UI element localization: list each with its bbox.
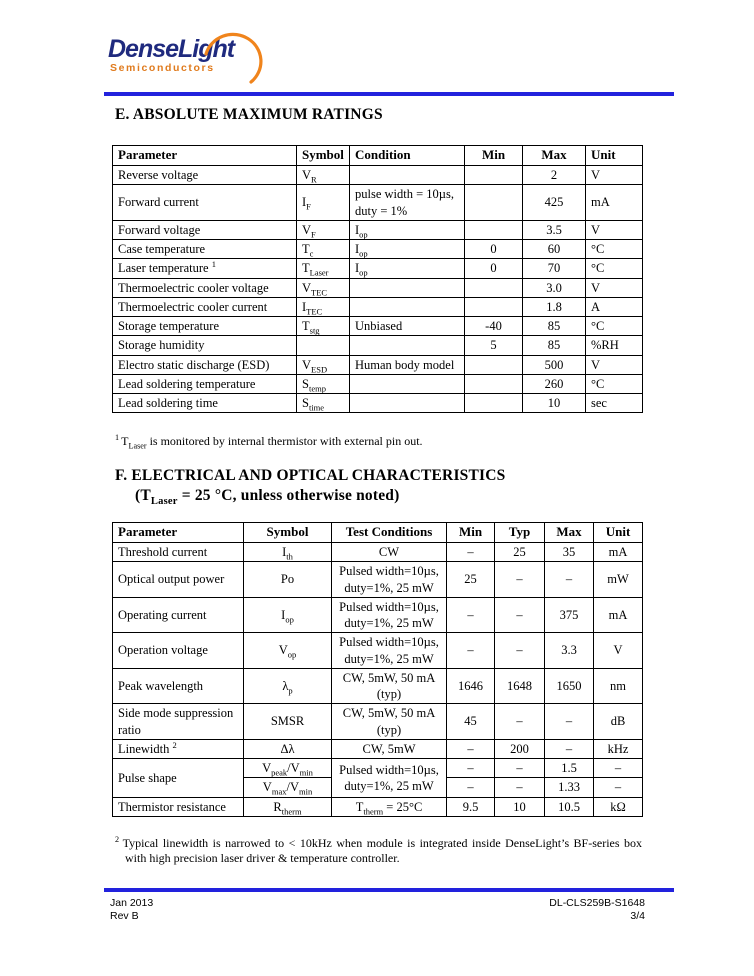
- table-row: [113, 562, 643, 598]
- table-cell: kHz: [594, 739, 643, 758]
- table-cell: Reverse voltage: [113, 166, 297, 185]
- table-cell: Δλ: [244, 739, 332, 758]
- table-cell: $V_{ESD}$: [297, 355, 350, 374]
- table-cell: $I_{TEC}$: [297, 297, 350, 316]
- table-cell: [350, 336, 465, 355]
- table-cell: mA: [594, 597, 643, 633]
- section-f-title: [115, 466, 506, 506]
- table-cell: –: [545, 562, 594, 598]
- table-cell: [465, 166, 523, 185]
- table-cell: 1650: [545, 668, 594, 704]
- table-cell: CW: [332, 543, 447, 562]
- table-cell: 425: [523, 185, 586, 221]
- table-cell: 10: [523, 394, 586, 413]
- absolute-maximum-ratings-table: [112, 145, 643, 413]
- table-cell: [350, 297, 465, 316]
- column-header: Symbol: [244, 523, 332, 543]
- table-cell: %RH: [586, 336, 643, 355]
- table-cell: –: [447, 739, 495, 758]
- table-cell: Peak wavelength: [113, 668, 244, 704]
- table-cell: 1.33: [545, 778, 594, 797]
- table-cell: Po: [244, 562, 332, 598]
- table-cell: [465, 297, 523, 316]
- section-f-title-line: F. ELECTRICAL AND OPTICAL CHARACTERISTICS: [115, 467, 506, 484]
- table-row: [113, 336, 643, 355]
- table-cell: [465, 185, 523, 221]
- table-cell: V: [586, 355, 643, 374]
- table-cell: Optical output power: [113, 562, 244, 598]
- header-rule: [104, 92, 674, 96]
- column-header: Unit: [586, 146, 643, 166]
- table-cell: Pulse shape: [113, 759, 244, 798]
- table-cell: CW, 5mW, 50 mA (typ): [332, 668, 447, 704]
- table-cell: V: [586, 220, 643, 239]
- table-cell: Storage temperature: [113, 317, 297, 336]
- table-cell: 35: [545, 543, 594, 562]
- table-row: [113, 220, 643, 239]
- table-cell: 10.5: [545, 797, 594, 816]
- table-cell: mA: [586, 185, 643, 221]
- table-cell: –: [545, 704, 594, 740]
- table-cell: –: [447, 597, 495, 633]
- table-cell: [350, 166, 465, 185]
- table-cell: $I_{op}$: [350, 240, 465, 259]
- table-cell: [465, 355, 523, 374]
- table-row: [113, 240, 643, 259]
- table-cell: 375: [545, 597, 594, 633]
- table-cell: Storage humidity: [113, 336, 297, 355]
- table-cell: $T_{stg}$: [297, 317, 350, 336]
- table-cell: –: [594, 778, 643, 797]
- table-cell: V: [586, 166, 643, 185]
- table-cell: Threshold current: [113, 543, 244, 562]
- table-cell: $I_{op}$: [350, 259, 465, 278]
- table-cell: Thermoelectric cooler voltage: [113, 278, 297, 297]
- table-cell: Linewidth $^2$: [113, 739, 244, 758]
- table-cell: Lead soldering time: [113, 394, 297, 413]
- table-cell: 9.5: [447, 797, 495, 816]
- table-cell: V: [594, 633, 643, 669]
- table-cell: –: [447, 759, 495, 778]
- table-cell: $V_{peak}/V_{min}$: [244, 759, 332, 778]
- table-cell: Electro static discharge (ESD): [113, 355, 297, 374]
- table-cell: 1.5: [545, 759, 594, 778]
- header-row: [113, 146, 643, 166]
- table-cell: –: [495, 633, 545, 669]
- table-cell: Side mode suppression ratio: [113, 704, 244, 740]
- table-cell: –: [495, 597, 545, 633]
- table-cell: °C: [586, 259, 643, 278]
- table-cell: $I_{op}$: [350, 220, 465, 239]
- table-cell: 3.3: [545, 633, 594, 669]
- table-cell: $\lambda_p$: [244, 668, 332, 704]
- table-cell: Pulsed width=10µs, duty=1%, 25 mW: [332, 759, 447, 798]
- table-cell: 260: [523, 374, 586, 393]
- table-cell: $V_F$: [297, 220, 350, 239]
- table-cell: –: [447, 778, 495, 797]
- table-cell: –: [594, 759, 643, 778]
- column-header: Max: [545, 523, 594, 543]
- table-cell: sec: [586, 394, 643, 413]
- column-header: Condition: [350, 146, 465, 166]
- table-cell: °C: [586, 317, 643, 336]
- table-cell: Human body model: [350, 355, 465, 374]
- table-row: [113, 704, 643, 740]
- footer-revision: Rev B: [110, 910, 139, 922]
- column-header: Min: [447, 523, 495, 543]
- table-row: [113, 597, 643, 633]
- table-cell: 2: [523, 166, 586, 185]
- table-row: [113, 374, 643, 393]
- table-cell: –: [545, 739, 594, 758]
- table-cell: $T_{therm} = 25^\circ C$: [332, 797, 447, 816]
- header-row: [113, 523, 643, 543]
- brand-tagline: Semiconductors: [110, 62, 215, 74]
- footer-date: Jan 2013: [110, 897, 154, 909]
- table-row: [113, 739, 643, 758]
- table-cell: V: [586, 278, 643, 297]
- table-row: [113, 317, 643, 336]
- table-cell: 60: [523, 240, 586, 259]
- table-cell: $I_{op}$: [244, 597, 332, 633]
- footer-doc-number: DL-CLS259B-S1648: [549, 897, 645, 909]
- table-row: [113, 797, 643, 816]
- table-cell: [350, 394, 465, 413]
- column-header: Min: [465, 146, 523, 166]
- table-cell: 1648: [495, 668, 545, 704]
- section-f-subtitle: ($T_{Laser} = 25$ °C, unless otherwise noted): [135, 487, 400, 508]
- table-cell: 25: [447, 562, 495, 598]
- column-header: Parameter: [113, 146, 297, 166]
- table-cell: 10: [495, 797, 545, 816]
- table-cell: 200: [495, 739, 545, 758]
- table-cell: –: [495, 778, 545, 797]
- table-cell: Thermoelectric cooler current: [113, 297, 297, 316]
- table-cell: Pulsed width=10µs, duty=1%, 25 mW: [332, 597, 447, 633]
- table-cell: $R_{therm}$: [244, 797, 332, 816]
- column-header: Max: [523, 146, 586, 166]
- table-cell: -40: [465, 317, 523, 336]
- table-cell: 85: [523, 317, 586, 336]
- table-cell: –: [447, 633, 495, 669]
- table-row: [113, 355, 643, 374]
- table-cell: kΩ: [594, 797, 643, 816]
- table-cell: Pulsed width=10µs, duty=1%, 25 mW: [332, 633, 447, 669]
- table-cell: SMSR: [244, 704, 332, 740]
- table-cell: CW, 5mW: [332, 739, 447, 758]
- table-cell: Thermistor resistance: [113, 797, 244, 816]
- column-header: Symbol: [297, 146, 350, 166]
- table-cell: 0: [465, 259, 523, 278]
- footer-right: [549, 897, 645, 923]
- footer-left: [110, 897, 153, 923]
- table-cell: Forward current: [113, 185, 297, 221]
- table-cell: $V_{max}/V_{min}$: [244, 778, 332, 797]
- table-cell: Operating current: [113, 597, 244, 633]
- table-cell: 500: [523, 355, 586, 374]
- table-cell: 0: [465, 240, 523, 259]
- table-cell: $V_R$: [297, 166, 350, 185]
- company-logo: [108, 36, 308, 94]
- logo-swoosh-icon: [204, 28, 270, 90]
- table-row: [113, 185, 643, 221]
- electrical-optical-characteristics-table: [112, 522, 643, 817]
- table-row: [113, 668, 643, 704]
- table-cell: 1.8: [523, 297, 586, 316]
- table-cell: [350, 374, 465, 393]
- table-cell: dB: [594, 704, 643, 740]
- table-cell: 3.0: [523, 278, 586, 297]
- table-row: [113, 166, 643, 185]
- table-cell: [465, 278, 523, 297]
- table-cell: 85: [523, 336, 586, 355]
- table-cell: mA: [594, 543, 643, 562]
- table-row: [113, 759, 643, 778]
- table-cell: Operation voltage: [113, 633, 244, 669]
- table-cell: °C: [586, 374, 643, 393]
- table-cell: $I_{th}$: [244, 543, 332, 562]
- table-cell: $V_{op}$: [244, 633, 332, 669]
- table-row: [113, 259, 643, 278]
- table-cell: $S_{temp}$: [297, 374, 350, 393]
- column-header: Test Conditions: [332, 523, 447, 543]
- section-e-title: E. ABSOLUTE MAXIMUM RATINGS: [115, 106, 383, 123]
- table-cell: 1646: [447, 668, 495, 704]
- table-cell: [465, 220, 523, 239]
- table-cell: –: [495, 704, 545, 740]
- column-header: Parameter: [113, 523, 244, 543]
- table-cell: [297, 336, 350, 355]
- table-row: [113, 633, 643, 669]
- table-cell: Case temperature: [113, 240, 297, 259]
- table-cell: Forward voltage: [113, 220, 297, 239]
- table-cell: 70: [523, 259, 586, 278]
- table-cell: pulse width = 10µs, duty = 1%: [350, 185, 465, 221]
- table-cell: 3.5: [523, 220, 586, 239]
- footnote-2: $^2$ Typical linewidth is narrowed to < 10kHz when module is integrated inside DenseLight’s BF-series box with high precision laser driver & temperature controller.: [115, 835, 643, 865]
- table-cell: A: [586, 297, 643, 316]
- table-cell: [350, 278, 465, 297]
- table-cell: [465, 394, 523, 413]
- footnote-1: $^1$ $T_{Laser}$ is monitored by internal thermistor with external pin out.: [115, 433, 423, 451]
- footer-rule: [104, 888, 674, 892]
- table-row: [113, 297, 643, 316]
- table-cell: 5: [465, 336, 523, 355]
- table-cell: $V_{TEC}$: [297, 278, 350, 297]
- table-cell: Pulsed width=10µs, duty=1%, 25 mW: [332, 562, 447, 598]
- table-cell: °C: [586, 240, 643, 259]
- table-cell: 25: [495, 543, 545, 562]
- table-row: [113, 394, 643, 413]
- table-cell: $T_{Laser}$: [297, 259, 350, 278]
- table-cell: 45: [447, 704, 495, 740]
- table-cell: –: [495, 562, 545, 598]
- table-cell: –: [495, 759, 545, 778]
- footer-page-number: 3/4: [630, 910, 645, 922]
- table-cell: nm: [594, 668, 643, 704]
- page-footer: [110, 897, 645, 923]
- table-cell: Laser temperature $^1$: [113, 259, 297, 278]
- table-cell: CW, 5mW, 50 mA (typ): [332, 704, 447, 740]
- column-header: Typ: [495, 523, 545, 543]
- table-cell: Lead soldering temperature: [113, 374, 297, 393]
- table-cell: $I_F$: [297, 185, 350, 221]
- table-cell: $T_c$: [297, 240, 350, 259]
- brand-name: DenseLight: [108, 35, 235, 63]
- table-cell: mW: [594, 562, 643, 598]
- column-header: Unit: [594, 523, 643, 543]
- table-cell: Unbiased: [350, 317, 465, 336]
- table-row: [113, 278, 643, 297]
- table-cell: –: [447, 543, 495, 562]
- table-cell: $S_{time}$: [297, 394, 350, 413]
- table-cell: [465, 374, 523, 393]
- table-row: [113, 543, 643, 562]
